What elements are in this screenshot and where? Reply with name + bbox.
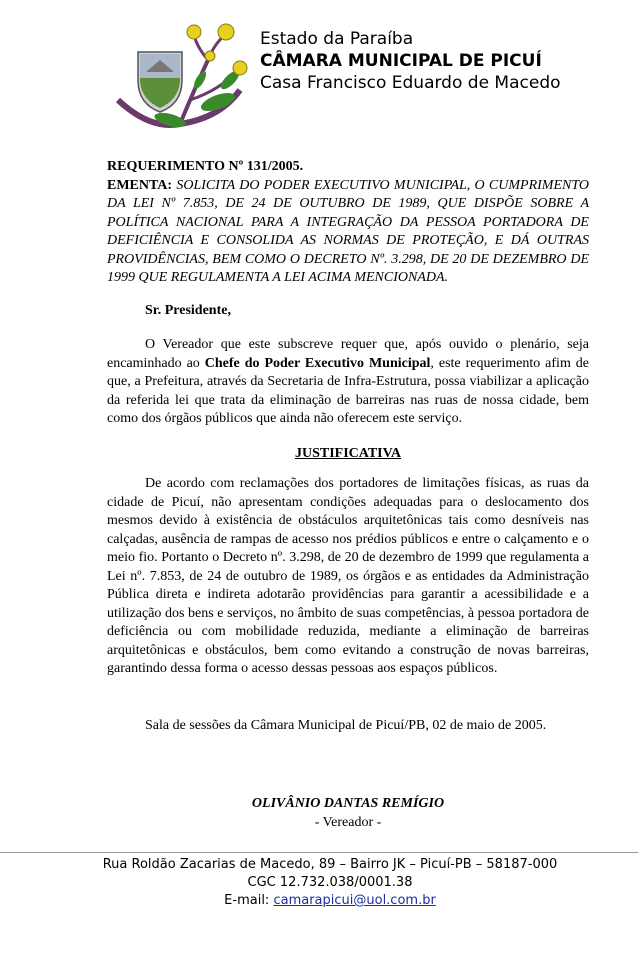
justificativa-heading: JUSTIFICATIVA (294, 445, 402, 461)
signatory-name: OLIVÂNIO DANTAS REMÍGIO (251, 796, 445, 811)
state-name: Estado da Paraíba (260, 29, 414, 49)
ementa-text: SOLICITA DO PODER EXECUTIVO MUNICIPAL, O CUMPRIMENTO DA LEI Nº 7.853, DE 24 DE OUTUBRO DE 1989, QUE DISPÕE SOBRE A POLÍTICA NACIONAL PARA A INTEGRAÇÃO DA PESSOA PORTADORA DE DEFICIÊNCIA E CONSOLIDA AS NORMAS DE PROTEÇÃO, E DÁ OUTRAS PROVIDÊNCIAS, BEM COMO O DECRETO Nº. 3.298, DE 20 DE DEZEMBRO DE 1999 QUE REGULAMENTA A LEI ACIMA MENCIONADA. (107, 177, 590, 285)
signature-block (107, 795, 589, 832)
salutation: Sr. Presidente, (145, 302, 231, 318)
footer-address: Rua Roldão Zacarias de Macedo, 89 – Bairro JK – Picuí-PB – 58187-000 (102, 857, 558, 872)
signatory-role: - Vereador - (314, 814, 382, 830)
request-text-end: , este requerimento afim de que, a Prefeitura, através da Secretaria de Infra-Estrutura, possa viabilizar a aplicação da referida lei que trata da eliminação de barreiras nas ruas de nossa cidade, bem como dos órgãos públicos que ainda não oferecem este serviço. (107, 355, 589, 426)
requerimento-title: REQUERIMENTO Nº 131/2005. (107, 159, 304, 174)
request-text-start: O Vereador que este subscreve requer que, após ouvido o plenário, seja encaminhado ao (107, 337, 589, 371)
footer-email-line (90, 892, 570, 910)
request-recipient: Chefe do Poder Executivo Municipal (204, 355, 431, 371)
request-paragraph (107, 336, 589, 429)
closing-line: Sala de sessões da Câmara Municipal de Picuí/PB, 02 de maio de 2005. (145, 717, 547, 733)
house-name: Casa Francisco Eduardo de Macedo (260, 73, 561, 93)
footer-email-label: E-mail: (224, 893, 274, 908)
crest-svg (110, 20, 250, 138)
document-body (107, 158, 589, 735)
letterhead (260, 28, 561, 94)
municipal-crest-icon (110, 20, 250, 138)
footer-cgc: CGC 12.732.038/0001.38 (247, 875, 413, 890)
footer (90, 856, 570, 910)
footer-email-link[interactable]: camarapicui@uol.com.br (273, 893, 436, 908)
justificativa-paragraph: De acordo com reclamações dos portadores de limitações físicas, as ruas da cidade de Picuí, não apresentam condições adequadas para o deslocamento dos mesmos devido à existência de obstáculos arquitetônicas tais como desníveis nas calçadas, ausência de rampas de acesso nos prédios públicos e entre o calçamento e o meio fio. Portanto o Decreto nº. 3.298, de 20 de dezembro de 1999 que regulamenta a Lei nº. 7.853, de 24 de outubro de 1989, os órgãos e as entidades da Administração Pública direta e indireta adotarão providências para garantir a acessibilidade e a utilização dos bens e serviços, no âmbito de suas competências, à pessoa portadora de deficiência ou com mobilidade reduzida, mediante a eliminação de barreiras arquitetônicas e obstáculos, bem como evitando a construção de novas barreiras, garantindo dessa forma o acesso dessas pessoas aos espaços públicos. (107, 476, 589, 676)
ementa (107, 177, 589, 288)
footer-divider (0, 852, 638, 853)
ementa-label: EMENTA: (107, 177, 173, 193)
chamber-name: CÂMARA MUNICIPAL DE PICUÍ (260, 51, 542, 71)
